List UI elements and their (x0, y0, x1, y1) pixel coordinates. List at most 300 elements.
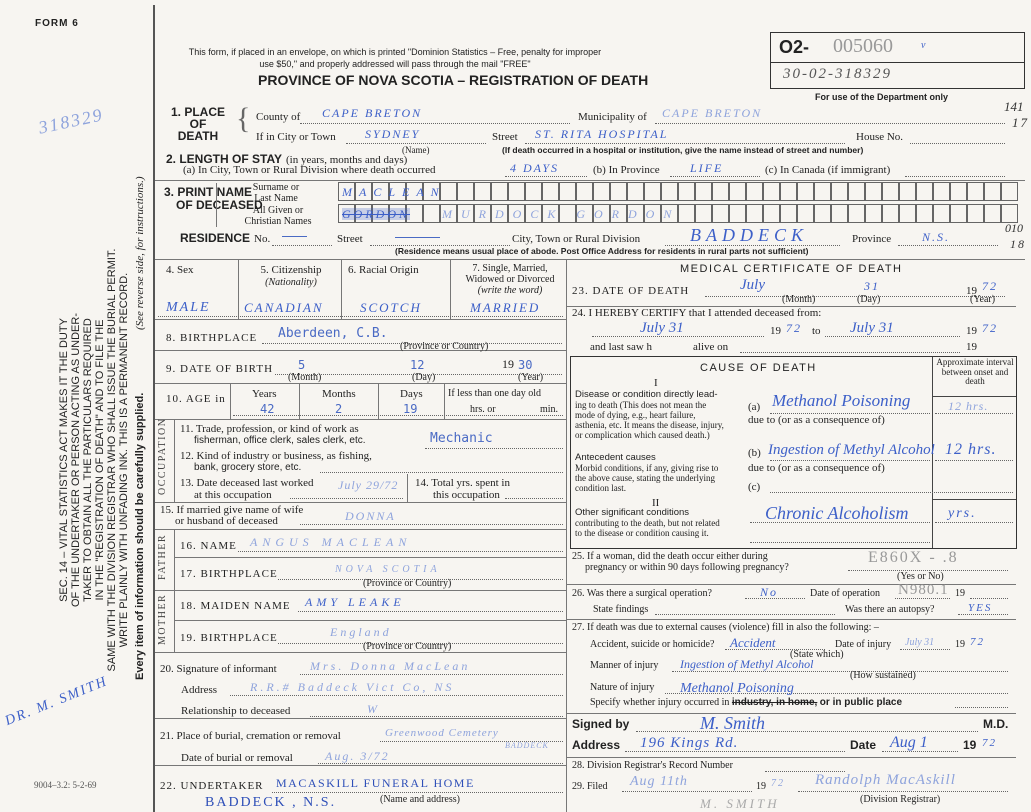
name-letter-box[interactable] (984, 182, 1001, 201)
q26-value: No (760, 585, 779, 599)
name-letter-box[interactable] (882, 204, 899, 223)
q25-label (572, 551, 789, 573)
name-letter-box[interactable] (780, 204, 797, 223)
physician-signature: M. Smith (700, 713, 765, 733)
to-year-prefix: 19 (966, 325, 977, 337)
cause-a-label: (a) (748, 401, 761, 413)
form-left-border (153, 5, 155, 812)
father-name-value: ANGUS MACLEAN (250, 535, 412, 549)
citizenship-label-text: 5. Citizenship (260, 264, 322, 276)
dob-month: 5 (298, 358, 306, 372)
field-line (622, 791, 752, 792)
given-names-label (218, 205, 338, 227)
undertaker-caption: (Name and address) (380, 794, 460, 805)
name-letter-box[interactable] (423, 204, 440, 223)
age-label: 10. AGE in (166, 393, 226, 405)
registration-number: 30-02-318329 (783, 66, 892, 82)
name-letter-box[interactable] (576, 182, 593, 201)
sec14-line: OF THE UNDERTAKER OR PERSON ACTING AS UNDER- (70, 313, 82, 607)
name-letter-box[interactable] (695, 182, 712, 201)
field-line (740, 352, 960, 353)
name-letter-box[interactable] (474, 182, 491, 201)
sec14-notice (58, 230, 130, 690)
label-line: 11. Trade, profession, or kind of work as (180, 423, 359, 435)
physician-address: 196 Kings Rd. (640, 735, 739, 751)
death-month: July (740, 277, 765, 293)
dept-number: 005060 (833, 35, 893, 57)
name-letter-box[interactable] (865, 182, 882, 201)
divider (378, 383, 379, 419)
spouse-label (160, 505, 303, 527)
stay-c-label: (c) In Canada (if immigrant) (765, 164, 891, 176)
dash-mark (395, 237, 440, 238)
death-year: 72 (982, 279, 998, 293)
injury-date-label: Date of injury (835, 639, 892, 650)
county-line (300, 123, 570, 124)
divider (155, 718, 566, 719)
specify-label (590, 698, 902, 708)
field-line (592, 336, 764, 337)
place-of-death-label: 1. PLACE OF DEATH (170, 105, 225, 143)
name-letter-box[interactable] (712, 182, 729, 201)
sex-value: MALE (166, 300, 211, 315)
sex-label: 4. Sex (166, 264, 194, 276)
part-two-label: II (652, 497, 660, 509)
name-letter-box[interactable] (1001, 204, 1018, 223)
divider (932, 499, 1016, 500)
name-letter-box[interactable] (797, 182, 814, 201)
stay-a-line (505, 176, 587, 177)
sec14-line: WRITE PLAINLY WITH UNFADING INK. THIS IS A PERMANENT RECORD. (118, 272, 130, 648)
residence-note: (Residence means usual place of abode. Post Office Address for residents in rural parts not sufficient) (395, 246, 809, 256)
occupation-side-label: OCCUPATION (157, 417, 168, 495)
registrar-caption: (Division Registrar) (860, 794, 941, 805)
burial-place-sub: BADDECK (505, 741, 549, 750)
to-label: to (812, 325, 821, 337)
given-struck-value: GORDON (342, 207, 410, 221)
death-day: 31 (864, 279, 880, 293)
from-year-prefix: 19 (770, 325, 781, 337)
burial-date: Aug. 3/72 (325, 749, 390, 763)
name-letter-box[interactable] (933, 182, 950, 201)
name-letter-box[interactable] (797, 204, 814, 223)
label-line: or husband of deceased (175, 515, 278, 527)
field-line (636, 731, 978, 732)
relationship-label: Relationship to deceased (181, 705, 291, 717)
name-letter-box[interactable] (763, 182, 780, 201)
other-conditions-text (575, 508, 725, 538)
cause-a-interval: 12 hrs. (948, 399, 989, 413)
column-divider (566, 259, 567, 812)
stay-a-label: (a) In City, Town or Rural Division where death occurred (183, 164, 436, 176)
manner-label: Manner of injury (590, 660, 659, 671)
divider (155, 652, 566, 653)
antecedent-title: Antecedent causes (575, 452, 656, 463)
other-title: Other significant conditions (575, 507, 690, 518)
print-code: 9004–3.2: 5-2-69 (34, 780, 97, 790)
label-line: 13. Date deceased last worked (180, 477, 314, 489)
q27-label: 27. If death was due to external causes (violence) fill in also the following: – (572, 622, 879, 633)
signed-year: 72 (982, 737, 997, 749)
street-line (525, 143, 845, 144)
sec14-line: SAME WITH THE DIVISION REGISTRAR WHO SHALL ISSUE THE BURIAL PERMIT. (106, 248, 118, 672)
burial-place: Greenwood Cemetery (385, 727, 499, 739)
informant-address: R.R.# Baddeck Vict Co, NS (250, 680, 455, 694)
page-title: PROVINCE OF NOVA SCOTIA – REGISTRATION OF DEATH (258, 72, 649, 88)
how-sustained-caption: (How sustained) (850, 670, 916, 681)
corner-code: 18 (1010, 237, 1026, 251)
street-value: ST. RITA HOSPITAL (535, 127, 669, 141)
mail-notice (160, 46, 630, 70)
street-label: Street (492, 131, 518, 143)
due-to-label: due to (or as a consequence of) (748, 462, 885, 474)
divider (216, 183, 217, 227)
name-letter-box[interactable] (916, 182, 933, 201)
father-birthplace-caption: (Province or Country) (363, 578, 452, 589)
record-number-label: 28. Division Registrar's Record Number (572, 760, 733, 771)
direct-body: ing to death (This does not mean the mode of dying, e.g., heart failure, asthenia, etc. It means the disease, injury, or complication which caused death.) (575, 400, 724, 440)
less-than-day-label: If less than one day old (448, 388, 542, 399)
name-letter-box[interactable] (593, 182, 610, 201)
name-letter-box[interactable] (678, 182, 695, 201)
field-line (300, 674, 563, 675)
q11-label (180, 423, 366, 447)
dept-divider (771, 62, 1024, 63)
name-letter-box[interactable] (610, 182, 627, 201)
attended-to-year: 72 (982, 321, 998, 335)
field-line (750, 542, 930, 543)
stay-b-label: (b) In Province (593, 164, 660, 176)
name-caption: (Name) (402, 145, 430, 155)
marital-label (456, 263, 564, 296)
municipality-label: Municipality of (578, 111, 647, 123)
burial-place-label: 21. Place of burial, cremation or removal (160, 730, 341, 742)
field-line (300, 524, 563, 525)
label-line: 14. Total yrs. spent in (415, 477, 510, 489)
yes-no-caption: (Yes or No) (897, 571, 944, 582)
divider (174, 557, 566, 558)
dob-year-prefix: 19 (502, 357, 514, 371)
print-name-line2: OF DECEASED (176, 198, 263, 212)
field-line (625, 751, 845, 752)
birthplace-caption: (Province or Country) (400, 341, 489, 352)
field-line (882, 751, 958, 752)
divider (155, 319, 566, 320)
q11-value: Mechanic (430, 431, 493, 446)
name-letter-box[interactable] (729, 182, 746, 201)
divider (566, 619, 1016, 620)
antecedent-text (575, 453, 725, 493)
stay-b-value: LIFE (690, 161, 724, 175)
nature-value: Methanol Poisoning (680, 681, 794, 696)
name-letter-box[interactable] (695, 204, 712, 223)
sec14-line: TAKER TO OBTAIN ALL THE PARTICULARS REQUIRED (82, 318, 94, 602)
racial-origin-label: 6. Racial Origin (348, 264, 419, 276)
field-line (238, 551, 563, 552)
length-of-stay-sub: (in years, months and days) (286, 154, 408, 166)
label-line: (write the word) (477, 285, 543, 296)
divider (299, 383, 300, 419)
signed-by-label: Signed by (572, 717, 630, 731)
direct-title: Disease or condition directly lead- (575, 389, 718, 400)
residence-street-label: Street (337, 233, 363, 245)
department-box (770, 32, 1025, 89)
father-birthplace-label: 17. BIRTHPLACE (180, 568, 278, 580)
municipality-line (655, 123, 1005, 124)
name-letter-box[interactable] (780, 182, 797, 201)
name-letter-box[interactable] (933, 204, 950, 223)
injury-date: July 31 (905, 637, 935, 648)
years-value: 42 (260, 402, 275, 416)
field-line (798, 791, 1008, 792)
specify-post: or in public place (819, 697, 903, 708)
field-line (825, 336, 960, 337)
citizenship-sub: (Nationality) (265, 276, 317, 288)
month-caption: (Month) (782, 294, 816, 305)
field-line (935, 522, 1013, 523)
sec14-line: SEC. 14 – VITAL STATISTICS ACT MAKES IT THE DUTY (58, 318, 70, 602)
label-line: Surname or (252, 182, 300, 193)
name-letter-box[interactable] (627, 182, 644, 201)
dept-check: v (921, 40, 928, 51)
divider (155, 590, 566, 591)
field-line (935, 460, 1013, 461)
cause-b-value: Ingestion of Methyl Alcohol (768, 442, 935, 458)
date-of-death-label: 23. DATE OF DEATH (572, 285, 690, 297)
house-no-label: House No. (856, 131, 904, 143)
name-letter-box[interactable] (1001, 182, 1018, 201)
name-letter-box[interactable] (916, 204, 933, 223)
field-line (900, 649, 950, 650)
corner-code: 141 (1004, 99, 1024, 114)
cause-title: CAUSE OF DEATH (700, 362, 817, 374)
corner-code: 010 (1005, 221, 1023, 235)
years-label: Years (252, 388, 277, 400)
residence-city-value: BADDECK (690, 225, 808, 245)
label-line: Christian Names (244, 216, 312, 227)
name-letter-box[interactable] (729, 204, 746, 223)
dept-caption: For use of the Department only (815, 92, 949, 102)
md-label: M.D. (983, 717, 1009, 731)
divider (238, 259, 239, 319)
label-line: Widowed or Divorced (465, 274, 555, 285)
q12-label (180, 450, 372, 474)
name-letter-box[interactable] (848, 182, 865, 201)
racial-origin-value: SCOTCH (360, 300, 422, 315)
margin-signature: DR. M. SMITH (2, 674, 111, 730)
name-letter-box[interactable] (542, 182, 559, 201)
divider (155, 350, 566, 351)
every-item-note: Every item of information should be carefully supplied. (134, 392, 146, 680)
label-line: this occupation (433, 489, 500, 501)
accident-label: Accident, suicide or homicide? (590, 639, 715, 650)
dash-mark (282, 236, 307, 237)
registrar-signature: Randolph MacAskill (815, 772, 956, 788)
year-caption: (Year) (518, 372, 544, 383)
county-value: CAPE BRETON (322, 106, 423, 120)
name-letter-box[interactable] (831, 204, 848, 223)
q26-label: 26. Was there a surgical operation? (572, 588, 712, 599)
field-line (970, 598, 1008, 599)
physician-address-label: Address (572, 738, 621, 752)
field-line (272, 792, 563, 793)
accident-value: Accident (730, 635, 776, 650)
label-line: 15. If married give name of wife (160, 504, 304, 516)
margin-record-number: 318329 (36, 104, 106, 138)
specify-pre: Specify whether injury occurred in (590, 697, 730, 708)
print-name-line1: 3. PRINT NAME (164, 185, 253, 199)
state-which-caption: (State which) (790, 649, 844, 660)
divider (450, 259, 451, 319)
residence-no-label: No. (254, 233, 271, 245)
last-saw-label: and last saw h (590, 341, 653, 353)
see-reverse-note: (See reverse side, for instructions.) (134, 176, 146, 330)
city-value: SYDNEY (365, 127, 421, 141)
divider (155, 180, 1025, 181)
name-letter-box[interactable] (559, 182, 576, 201)
filed-year: 72 (771, 778, 785, 789)
name-letter-box[interactable] (967, 204, 984, 223)
label-line: bank, grocery store, etc. (194, 462, 302, 473)
label-line: fisherman, office clerk, sales clerk, etc. (194, 435, 366, 446)
divider (174, 620, 566, 621)
year-caption: (Year) (970, 294, 996, 305)
undertaker-label: 22. UNDERTAKER (160, 780, 264, 792)
name-letter-box[interactable] (661, 182, 678, 201)
interval-header: Approximate interval between onset and death (936, 357, 1014, 386)
given-names-value[interactable]: MURDOCK GORDON (442, 207, 681, 221)
signed-year-prefix: 19 (963, 738, 977, 752)
name-letter-box[interactable] (984, 204, 1001, 223)
name-letter-box[interactable] (882, 182, 899, 201)
name-letter-box[interactable] (899, 204, 916, 223)
municipality-value: CAPE BRETON (662, 106, 763, 120)
autopsy-label: Was there an autopsy? (845, 604, 935, 615)
part-one-label: I (654, 377, 658, 389)
house-no-line (910, 143, 1005, 144)
attended-from-year: 72 (786, 321, 802, 335)
field-line (505, 498, 563, 499)
length-of-stay-label: 2. LENGTH OF STAY (166, 152, 283, 166)
divider (155, 383, 566, 384)
divider (566, 713, 1016, 714)
birthplace-label: 8. BIRTHPLACE (166, 332, 258, 344)
filed-label: 29. Filed (572, 781, 608, 792)
field-line (655, 614, 835, 615)
divider (155, 529, 566, 530)
divider (407, 474, 408, 502)
label-line: Last Name (254, 193, 298, 204)
name-letter-box[interactable] (712, 204, 729, 223)
injury-year: 72 (970, 636, 985, 648)
death-year-prefix: 19 (966, 285, 977, 297)
name-letter-box[interactable] (848, 204, 865, 223)
corner-code: 17 (1012, 115, 1029, 130)
form-label: FORM 6 (35, 18, 79, 29)
father-side-label: FATHER (157, 533, 168, 580)
name-letter-box[interactable] (491, 182, 508, 201)
field-line (158, 316, 563, 317)
name-letter-box[interactable] (865, 204, 882, 223)
stay-b-line (670, 176, 760, 177)
birthplace-value: Aberdeen, C.B. (278, 326, 388, 341)
q13-value: July 29/72 (338, 478, 399, 492)
name-letter-box[interactable] (525, 182, 542, 201)
autopsy-value: YES (968, 602, 993, 614)
field-line (230, 695, 563, 696)
surname-value[interactable]: MACLEAN (342, 185, 446, 199)
divider (155, 259, 1025, 260)
field-line (320, 472, 563, 473)
cause-b-interval: 12 hrs. (945, 441, 997, 458)
manner-value: Ingestion of Methyl Alcohol (680, 657, 814, 671)
name-letter-box[interactable] (746, 182, 763, 201)
registrar-stamp-name: M. SMITH (700, 796, 780, 811)
q25-code: E860X - .8 (868, 549, 959, 566)
name-letter-box[interactable] (967, 182, 984, 201)
name-letter-box[interactable] (950, 204, 967, 223)
field-line (770, 460, 930, 461)
days-label: Days (400, 388, 423, 400)
antecedent-body: Morbid conditions, if any, giving rise to the above cause, stating the underlying condition last. (575, 463, 719, 493)
divider (155, 419, 566, 420)
nature-label: Nature of injury (590, 682, 655, 693)
brace: { (236, 102, 251, 135)
name-letter-box[interactable] (831, 182, 848, 201)
name-letter-box[interactable] (899, 182, 916, 201)
name-letter-box[interactable] (678, 204, 695, 223)
divider (155, 765, 566, 766)
mother-side-label: MOTHER (157, 593, 168, 645)
name-letter-box[interactable] (950, 182, 967, 201)
field-line (705, 296, 1005, 297)
field-line (310, 716, 563, 717)
month-caption: (Month) (288, 372, 322, 383)
undertaker-value: MACASKILL FUNERAL HOME (276, 776, 475, 790)
name-letter-box[interactable] (746, 204, 763, 223)
divider (230, 383, 231, 419)
name-letter-box[interactable] (814, 204, 831, 223)
informant-sig-label: 20. Signature of informant (160, 663, 277, 675)
citizenship-value: CANADIAN (244, 300, 324, 315)
city-label: If in City or Town (256, 131, 336, 143)
name-letter-box[interactable] (508, 182, 525, 201)
min-label: min. (540, 404, 559, 415)
citizenship-label (246, 264, 336, 288)
residence-province-line (898, 245, 998, 246)
operation-date-label: Date of operation (810, 588, 880, 599)
field-line (935, 413, 1013, 414)
stay-a-value: 4 DAYS (510, 161, 560, 175)
name-letter-box[interactable] (763, 204, 780, 223)
name-letter-box[interactable] (644, 182, 661, 201)
city-line (346, 143, 486, 144)
mother-birthplace-label: 19. BIRTHPLACE (180, 632, 278, 644)
label-line: pregnancy or within 90 days following pregnancy? (585, 562, 789, 573)
label-line: 12. Kind of industry or business, as fishing, (180, 450, 372, 462)
signed-date: Aug 1 (890, 734, 928, 751)
divider (932, 396, 1016, 397)
alive-year-prefix: 19 (966, 341, 977, 353)
operation-year-prefix: 19 (955, 588, 965, 599)
name-letter-box[interactable] (457, 182, 474, 201)
dob-day: 12 (410, 358, 425, 372)
divider (155, 502, 566, 503)
mother-maiden-value: AMY LEAKE (305, 595, 405, 609)
days-value: 19 (403, 402, 418, 416)
mother-maiden-label: 18. MAIDEN NAME (180, 600, 291, 612)
name-letter-box[interactable] (814, 182, 831, 201)
